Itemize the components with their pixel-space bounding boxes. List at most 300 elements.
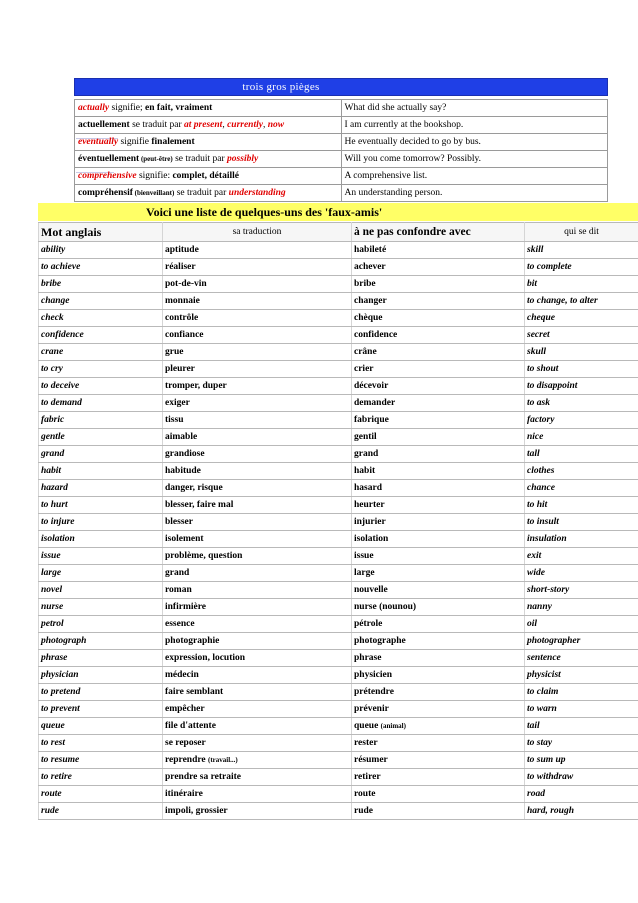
correct-english [525,361,638,378]
english-word [39,259,163,276]
english-word [39,769,163,786]
english-word [39,650,163,667]
correct-english-text: to disappoint [527,381,578,391]
french-translation-text: reprendre [165,755,206,765]
english-word [39,497,163,514]
false-friend-text: physicien [354,670,393,680]
correct-english [525,327,638,344]
trap-explanation [75,100,342,117]
trap-example: An understanding person. [341,185,608,202]
english-word-text: ability [41,245,66,255]
correct-english [525,735,638,752]
english-word-text: to deceive [41,381,80,391]
english-word [39,803,163,820]
correct-english-text: sentence [527,653,561,663]
correct-english-text: nanny [527,602,552,612]
english-word-text: grand [41,449,65,459]
correct-english [525,395,638,412]
english-word [39,429,163,446]
trap-row [75,185,608,202]
false-friend-text: habileté [354,245,387,255]
french-translation [163,497,352,514]
table-row [39,446,638,463]
correct-english-text: factory [527,415,555,425]
trap-text-segment: at present [184,120,223,130]
french-translation [163,616,352,633]
english-word-text: physician [41,670,79,680]
correct-english [525,565,638,582]
french-translation-text: aimable [165,432,198,442]
false-friend [352,633,525,650]
french-translation-text: habitude [165,466,201,476]
french-translation [163,412,352,429]
correct-english [525,446,638,463]
french-translation [163,429,352,446]
english-word-text: petrol [41,619,64,629]
false-friend-text: crier [354,364,374,374]
english-word [39,735,163,752]
correct-english [525,582,638,599]
french-translation-text: isolement [165,534,204,544]
correct-english-text: exit [527,551,542,561]
french-translation-text: itinéraire [165,789,203,799]
correct-english-text: to change, to alter [527,296,598,306]
correct-english-text: to shout [527,364,559,374]
english-word-text: queue [41,721,65,731]
table-row [39,650,638,667]
trap-text-segment: (peut-être) [139,155,173,163]
english-word-text: large [41,568,62,578]
french-translation [163,259,352,276]
false-friend-text: nurse (nounou) [354,602,417,612]
trap-row [75,168,608,185]
french-translation [163,786,352,803]
trap-text-segment: se traduit par [129,120,185,130]
table-row [39,684,638,701]
correct-english [525,514,638,531]
english-word-text: nurse [41,602,64,612]
table-row [39,667,638,684]
french-translation-text: faire semblant [165,687,224,697]
english-word [39,582,163,599]
table-row [39,327,638,344]
french-translation [163,769,352,786]
trap-explanation [75,151,342,168]
trap-text-segment: éventuellement [78,154,140,164]
english-word [39,718,163,735]
correct-english [525,650,638,667]
french-translation-text: impoli, grossier [165,806,228,816]
table-row [39,735,638,752]
false-friend-text: issue [354,551,374,561]
french-translation-text: grue [165,347,184,357]
correct-english [525,803,638,820]
header-word: Mot anglais [39,223,163,242]
english-word-text: route [41,789,62,799]
false-friend [352,378,525,395]
french-translation [163,276,352,293]
english-word-text: novel [41,585,63,595]
trap-text-segment: signifie: [136,171,173,181]
trap-text-segment: actuellement [78,120,130,130]
french-translation [163,582,352,599]
false-friend-text: nouvelle [354,585,388,595]
false-friend-text: pétrole [354,619,383,629]
french-translation-text: grandiose [165,449,205,459]
false-friend [352,616,525,633]
french-translation-text: photographie [165,636,220,646]
table-row [39,276,638,293]
table-row [39,769,638,786]
correct-english [525,480,638,497]
english-word [39,327,163,344]
false-friend-text: photographe [354,636,406,646]
french-translation [163,378,352,395]
false-friend-text: résumer [354,755,388,765]
correct-english [525,344,638,361]
trap-row [75,117,608,134]
correct-english-text: to claim [527,687,559,697]
trap-text-segment: possibly [227,154,259,164]
correct-english-text: cheque [527,313,555,323]
false-friend-text: route [354,789,376,799]
table-row [39,633,638,650]
trap-text-segment: signifie [118,137,152,147]
table-row [39,310,638,327]
french-translation [163,310,352,327]
trap-row [75,134,608,151]
false-friend-text: injurier [354,517,386,527]
french-translation-text: blesser [165,517,193,527]
correct-english-text: oil [527,619,538,629]
header-said: qui se dit [525,223,638,242]
false-friend [352,582,525,599]
table-row [39,786,638,803]
english-word [39,531,163,548]
english-word-text: to achieve [41,262,81,272]
french-translation-text: danger, risque [165,483,223,493]
false-friend [352,803,525,820]
english-word-text: issue [41,551,61,561]
correct-english [525,548,638,565]
table-row [39,259,638,276]
false-friend-text: gentil [354,432,377,442]
trap-text-segment: now [267,120,285,130]
header-translation: sa traduction [163,223,352,242]
correct-english-text: short-story [527,585,570,595]
french-translation-text: problème, question [165,551,243,561]
false-friend [352,361,525,378]
trap-text-segment: se traduit par [174,188,229,198]
trap-text-segment: finalement [151,137,195,147]
correct-english [525,242,638,259]
correct-english [525,293,638,310]
correct-english-text: bit [527,279,538,289]
correct-english-text: skill [527,245,544,255]
french-translation-text: se reposer [165,738,206,748]
false-friend-text: changer [354,296,387,306]
false-friend-text: fabrique [354,415,389,425]
table-row [39,463,638,480]
french-translation [163,650,352,667]
table-row [39,548,638,565]
french-translation [163,701,352,718]
table-row [39,344,638,361]
french-translation [163,565,352,582]
english-word [39,684,163,701]
trap-example: I am currently at the bookshop. [341,117,608,134]
english-word-text: gentle [41,432,65,442]
trap-text-segment: en fait, vraiment [145,103,213,113]
french-translation [163,361,352,378]
french-translation-text: tissu [165,415,184,425]
french-translation-text: file d'attente [165,721,216,731]
false-friend-note: (animal) [380,722,406,730]
french-translation-text: aptitude [165,245,199,255]
false-friend-text: crâne [354,347,377,357]
false-friend [352,446,525,463]
correct-english [525,497,638,514]
false-friend-text: achever [354,262,386,272]
french-translation-text: confiance [165,330,204,340]
correct-english-text: tail [527,721,540,731]
correct-english [525,701,638,718]
trap-explanation [75,185,342,202]
english-word-text: isolation [41,534,75,544]
correct-english [525,429,638,446]
english-word [39,378,163,395]
false-friend-text: confidence [354,330,398,340]
false-friend-text: large [354,568,375,578]
english-word [39,616,163,633]
french-translation [163,803,352,820]
french-translation [163,293,352,310]
french-translation-text: monnaie [165,296,200,306]
false-friend [352,310,525,327]
correct-english [525,616,638,633]
trap-text-segment: compréhensif [78,188,133,198]
correct-english-text: skull [527,347,547,357]
false-friend [352,599,525,616]
french-translation-text: infirmière [165,602,206,612]
traps-title-text: trois gros pièges [242,81,320,93]
french-translation-text: expression, locution [165,653,246,663]
english-word-text: crane [41,347,64,357]
english-word-text: check [41,313,64,323]
trap-row [75,100,608,117]
french-translation [163,718,352,735]
false-friend [352,497,525,514]
english-word-text: to hurt [41,500,68,510]
correct-english [525,667,638,684]
french-translation [163,752,352,769]
table-row [39,242,638,259]
false-friend-text: rude [354,806,373,816]
trap-text-segment: , [222,120,228,130]
false-friend-text: bribe [354,279,376,289]
false-friend [352,429,525,446]
false-friend [352,650,525,667]
trap-text-segment: currently [227,120,263,130]
correct-english-text: secret [527,330,550,340]
three-traps-table [74,78,608,202]
false-friend-text: demander [354,398,396,408]
false-friend [352,701,525,718]
english-word [39,480,163,497]
english-word-text: hazard [41,483,68,493]
trap-explanation [75,134,342,151]
english-word [39,667,163,684]
english-word-text: confidence [41,330,84,340]
correct-english [525,378,638,395]
traps-title [75,79,608,96]
trap-example: He eventually decided to go by bus. [341,134,608,151]
english-word-text: bribe [41,279,62,289]
english-word [39,293,163,310]
correct-english-text: hard, rough [527,806,574,816]
english-word [39,599,163,616]
french-translation-text: tromper, duper [165,381,227,391]
false-friend [352,548,525,565]
french-translation-text: roman [165,585,192,595]
table-row [39,718,638,735]
table-row [39,412,638,429]
english-word [39,344,163,361]
french-translation [163,395,352,412]
french-translation-text: exiger [165,398,190,408]
false-friend-text: prétendre [354,687,394,697]
correct-english [525,633,638,650]
french-translation [163,735,352,752]
false-friend-text: phrase [354,653,382,663]
french-translation-text: réaliser [165,262,196,272]
false-friend [352,769,525,786]
false-friend-text: chèque [354,313,383,323]
false-friend [352,344,525,361]
table-row [39,429,638,446]
french-translation [163,633,352,650]
table-row [39,497,638,514]
table-row [39,514,638,531]
correct-english-text: wide [527,568,545,578]
correct-english [525,769,638,786]
table-row [39,480,638,497]
false-friend [352,480,525,497]
trap-text-segment: (bienveillant) [132,189,175,197]
false-friend [352,293,525,310]
correct-english-text: to insult [527,517,559,527]
french-translation [163,548,352,565]
french-translation [163,327,352,344]
false-friend [352,412,525,429]
correct-english [525,718,638,735]
false-friend [352,752,525,769]
table-row [39,599,638,616]
table-row [39,361,638,378]
table-row [39,752,638,769]
false-friend [352,327,525,344]
correct-english-text: road [527,789,545,799]
trap-text-segment: eventually [78,137,119,147]
english-word-text: to rest [41,738,66,748]
table-row [39,395,638,412]
table-row [39,582,638,599]
correct-english [525,752,638,769]
english-word-text: phrase [41,653,68,663]
french-translation-note: (travail...) [208,756,238,764]
french-translation-text: empêcher [165,704,205,714]
french-translation-text: pleurer [165,364,195,374]
correct-english [525,786,638,803]
english-word-text: to retire [41,772,72,782]
banner-text: Voici une liste de quelques-uns des 'faux-amis' [146,205,383,219]
english-word-text: fabric [41,415,65,425]
false-friend-text: décevoir [354,381,389,391]
french-translation [163,531,352,548]
french-translation [163,514,352,531]
french-translation [163,684,352,701]
correct-english [525,684,638,701]
false-friend [352,531,525,548]
trap-text-segment: se traduit par [172,154,228,164]
english-word [39,463,163,480]
english-word-text: photograph [41,636,87,646]
table-row [39,531,638,548]
false-friend [352,786,525,803]
false-friend [352,259,525,276]
english-word-text: to prevent [41,704,80,714]
english-word-text: rude [41,806,59,816]
correct-english-text: tall [527,449,540,459]
english-word [39,242,163,259]
correct-english [525,310,638,327]
french-translation-text: blesser, faire mal [165,500,234,510]
french-translation [163,463,352,480]
correct-english [525,412,638,429]
english-word [39,446,163,463]
false-friend-text: habit [354,466,376,476]
english-word [39,276,163,293]
english-word-text: to injure [41,517,75,527]
correct-english [525,463,638,480]
correct-english-text: chance [527,483,555,493]
correct-english-text: to warn [527,704,557,714]
false-friend [352,276,525,293]
table-row [39,616,638,633]
table-row [39,378,638,395]
trap-example: What did she actually say? [341,100,608,117]
trap-example: Will you come tomorrow? Possibly. [341,151,608,168]
french-translation [163,599,352,616]
correct-english-text: insulation [527,534,567,544]
correct-english-text: clothes [527,466,555,476]
trap-explanation [75,168,342,185]
false-friend [352,735,525,752]
false-friend [352,514,525,531]
false-friend [352,565,525,582]
french-translation [163,344,352,361]
trap-row [75,151,608,168]
french-translation-text: grand [165,568,190,578]
trap-example: A comprehensive list. [341,168,608,185]
false-friend [352,395,525,412]
trap-text-segment: actually [78,103,110,113]
english-word-text: to demand [41,398,82,408]
french-translation [163,446,352,463]
correct-english [525,259,638,276]
false-friend [352,667,525,684]
correct-english-text: to hit [527,500,548,510]
